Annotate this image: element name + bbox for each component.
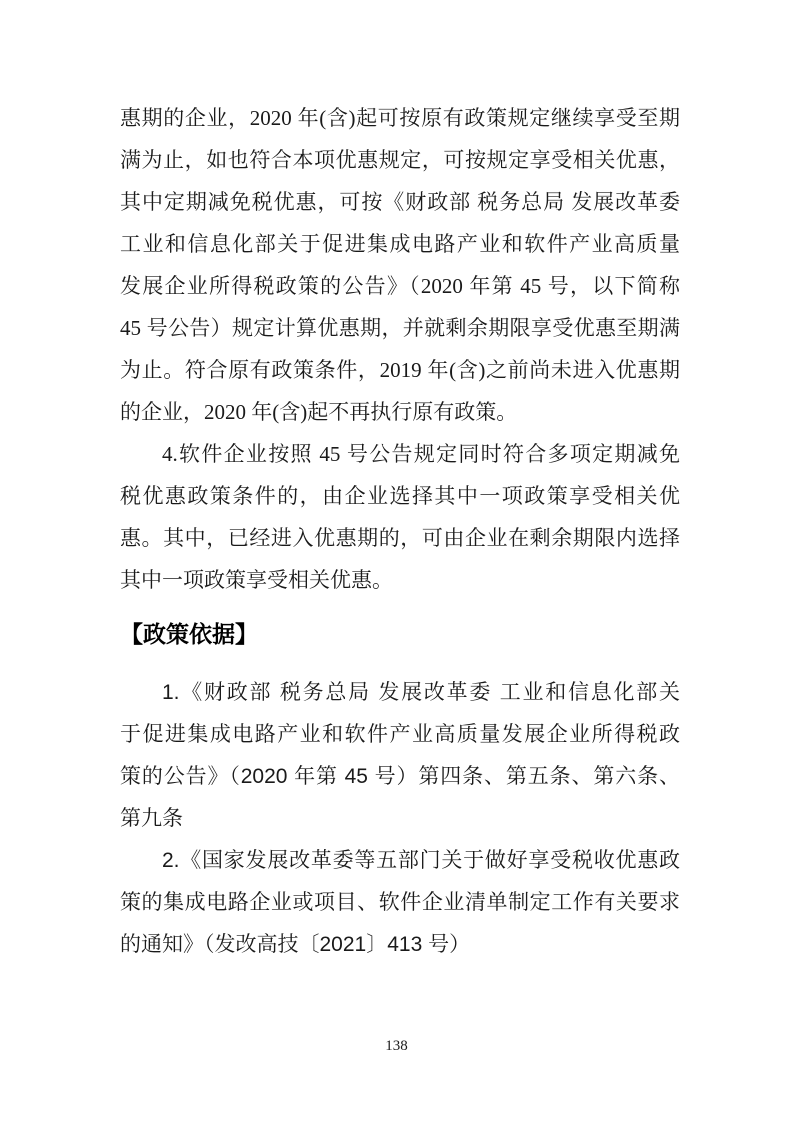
paragraph-continuation-line: 其中定期减免税优惠，可按《财政部 税务总局 发展改革委 [120,190,680,214]
paragraph-item-4-line: 4.软件企业按照 45 号公告规定同时符合多项定期减免 [162,442,680,466]
section-header-policy-basis: 【政策依据】 [120,621,258,647]
paragraph-continuation-line: 的企业，2020 年(含)起不再执行原有政策。 [120,400,518,424]
paragraph-item-4-line: 税优惠政策条件的，由企业选择其中一项政策享受相关优 [120,484,680,508]
paragraph-item-4-line: 其中一项政策享受相关优惠。 [120,568,393,592]
policy-reference-2-line: 的通知》（发改高技〔2021〕413 号） [120,933,471,956]
paragraph-continuation-line: 发展企业所得税政策的公告》（2020 年第 45 号，以下简称 [120,274,680,298]
policy-reference-1 [120,672,680,840]
page-number: 138 [385,1038,408,1054]
paragraph-continuation-line: 45 号公告）规定计算优惠期，并就剩余期限享受优惠至期满 [120,316,680,340]
policy-reference-2 [120,840,680,966]
policy-reference-1-line: 第九条 [120,807,183,830]
policy-reference-1-line: 策的公告》（2020 年第 45 号）第四条、第五条、第六条、 [120,765,680,788]
policy-reference-2-line: 2.《国家发展改革委等五部门关于做好享受税收优惠政 [162,849,680,872]
paragraph-continuation [120,97,680,433]
policy-reference-1-line: 1.《财政部 税务总局 发展改革委 工业和信息化部关 [162,681,680,704]
paragraph-item-4 [120,433,680,601]
paragraph-continuation-line: 惠期的企业，2020 年(含)起可按原有政策规定继续享受至期 [120,106,680,130]
policy-reference-1-line: 于促进集成电路产业和软件产业高质量发展企业所得税政 [120,723,680,746]
paragraph-item-4-line: 惠。其中，已经进入优惠期的，可由企业在剩余期限内选择 [120,526,680,550]
paragraph-continuation-line: 满为止，如也符合本项优惠规定，可按规定享受相关优惠， [120,148,680,172]
paragraph-continuation-line: 为止。符合原有政策条件，2019 年(含)之前尚未进入优惠期 [120,358,680,382]
content-area [120,97,680,966]
policy-reference-2-line: 策的集成电路企业或项目、软件企业清单制定工作有关要求 [120,891,680,914]
paragraph-continuation-line: 工业和信息化部关于促进集成电路产业和软件产业高质量 [120,232,680,256]
